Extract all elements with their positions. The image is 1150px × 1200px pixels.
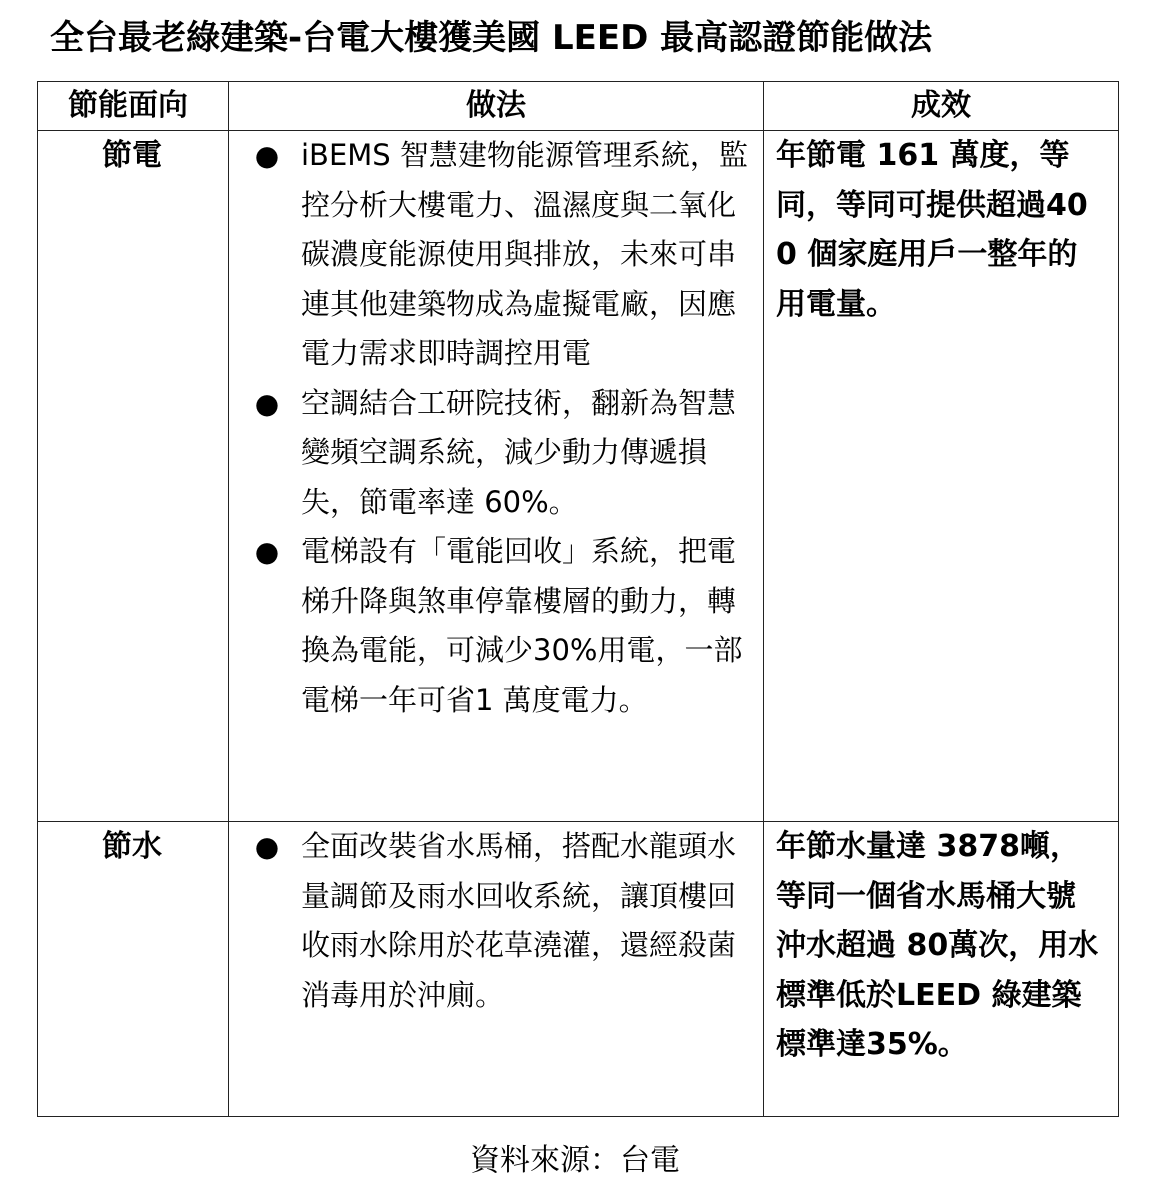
header-effect: 成效	[764, 82, 1119, 131]
table-header-row	[38, 82, 1119, 131]
method-text: 電梯設有「電能回收」系統，把電梯升降與煞車停靠樓層的動力，轉換為電能，可減少30%用電，一部電梯一年可省1 萬度電力。	[301, 534, 743, 717]
method-list	[229, 822, 763, 1020]
bullet-icon: ●	[254, 139, 280, 172]
method-text: 空調結合工研院技術，翻新為智慧變頻空調系統，減少動力傳遞損失，節電率達 60%。	[301, 385, 737, 519]
method-cell	[229, 131, 764, 822]
energy-saving-table	[37, 81, 1119, 1117]
method-cell	[229, 822, 764, 1117]
header-method: 做法	[229, 82, 764, 131]
source-caption: 資料來源：台電	[470, 1143, 680, 1178]
method-text: iBEMS 智慧建物能源管理系統，監控分析大樓電力、溫濕度與二氧化碳濃度能源使用與排放，未來可串連其他建築物成為虛擬電廠，因應電力需求即時調控用電	[301, 138, 748, 370]
list-item	[229, 527, 763, 725]
page-title: 全台最老綠建築-台電大樓獲美國 LEED 最高認證節能做法	[50, 18, 933, 58]
effect-cell: 年節電 161 萬度，等同，等同可提供超過400 個家庭用戶一整年的用電量。	[764, 131, 1119, 822]
aspect-cell: 節水	[38, 822, 229, 1117]
table-row	[38, 131, 1119, 822]
bullet-icon: ●	[254, 830, 280, 863]
bullet-icon: ●	[254, 386, 280, 420]
list-item	[229, 822, 763, 1020]
bullet-icon: ●	[254, 535, 280, 568]
aspect-cell: 節電	[38, 131, 229, 822]
list-item	[229, 379, 763, 528]
header-aspect: 節能面向	[38, 82, 229, 131]
effect-cell: 年節水量達 3878噸，等同一個省水馬桶大號沖水超過 80萬次，用水標準低於LEED 綠建築標準達35%。	[764, 822, 1119, 1117]
method-list	[229, 131, 763, 725]
table-row	[38, 822, 1119, 1117]
list-item	[229, 131, 763, 379]
method-text: 全面改裝省水馬桶，搭配水龍頭水量調節及雨水回收系統，讓頂樓回收雨水除用於花草澆灌，還經殺菌消毒用於沖廁。	[301, 829, 737, 1012]
